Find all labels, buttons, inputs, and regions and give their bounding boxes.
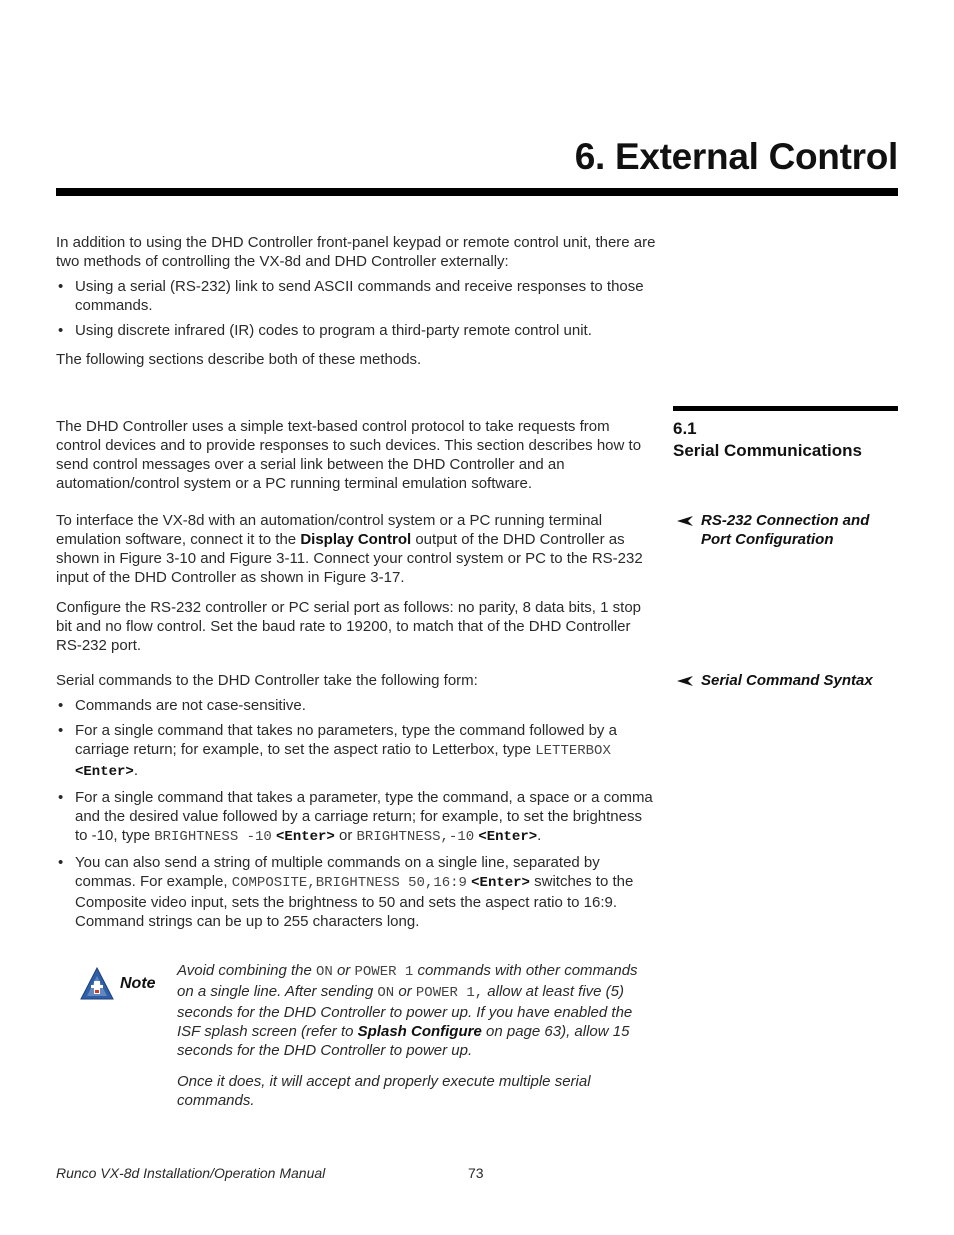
note-icon [80,967,114,1001]
footer-page-number: 73 [468,1165,484,1181]
section-heading [673,418,862,462]
footer-manual-title: Runco VX-8d Installation/Operation Manual [56,1165,326,1181]
note-text-span: Avoid combining the [177,962,316,979]
section-number: 6.1 [673,419,697,438]
note-text-span: on page 63), allow 15 seconds for the DHD Controller to power up. [177,1023,630,1059]
rs232-paragraph-connect [56,511,656,587]
command-code: POWER 1 [354,964,414,980]
note-label: Note [120,975,156,992]
splash-configure-link-text: Splash Configure [357,1023,482,1040]
bullet-text: switches to the Composite video input, sets the brightness to 50 and sets the aspect ratio to 16:9. Command strings can be up to 255 characters long. [75,873,634,930]
intro-bullet-ir: • Using discrete infrared (IR) codes to program a third-party remote control unit. [56,321,656,340]
intro-block [56,233,656,369]
syntax-heading [677,671,873,690]
enter-key-code: <Enter> [478,829,538,845]
rs232-body [56,511,656,655]
command-code: POWER 1, [415,985,484,1001]
syntax-bullet-list [56,696,656,931]
note-text-span: allow at least five (5) seconds for the DHD Controller to power up. If you have enabled the ISF splash screen (refer to [177,983,633,1040]
rs232-heading-line2: Port Configuration [701,531,834,548]
syntax-bullet-no-params: • For a single command that takes no parameters, type the command followed by a carriage return; for example, to set the aspect ratio to Letterbox, type LETTERBOX <Enter>. [56,721,656,782]
section-body [56,417,656,493]
command-code: COMPOSITE,BRIGHTNESS 50,16:9 [231,875,467,891]
arrow-left-icon [677,516,693,526]
bullet-text: or [334,827,357,844]
command-code: LETTERBOX [535,743,611,759]
chapter-title: 6. External Control [574,136,898,177]
syntax-bullet-multiple [56,853,656,931]
note-paragraph-2: Once it does, it will accept and properly execute multiple serial commands. [177,1073,591,1109]
section-title: Serial Communications [673,441,862,460]
note-text-span: or [332,962,355,979]
syntax-intro: Serial commands to the DHD Controller take the following form: [56,672,478,689]
command-code: BRIGHTNESS,-10 [356,829,475,845]
rs232-text: output of the DHD Controller as shown in Figure 3-10 and Figure 3-11. Connect your control system or PC to the RS-232 input of the DHD Controller as shown in Figure 3-17. [56,531,643,586]
chapter-title-rule [56,188,898,196]
enter-key-code: <Enter> [75,764,134,780]
command-code: ON [315,964,333,980]
note-text-span: or [394,983,416,1000]
syntax-body [56,671,656,931]
enter-key-code: <Enter> [276,829,335,845]
note-text [177,961,657,1110]
syntax-bullet-case: • Commands are not case-sensitive. [56,696,656,715]
enter-key-code: <Enter> [471,875,530,891]
rs232-paragraph-config: Configure the RS-232 controller or PC serial port as follows: no parity, 8 data bits, 1 stop bit and no flow control. Set the baud rate to 19200, to match that of the DHD Controller RS-232 port. [56,599,642,654]
section-rule [673,406,898,411]
intro-bullet-list [56,277,656,340]
command-code: ON [377,985,395,1001]
intro-bullet-serial: • Using a serial (RS-232) link to send ASCII commands and receive responses to those commands. [56,277,656,315]
rs232-heading-line1: RS-232 Connection and [701,512,870,529]
display-control-term: Display Control [300,531,412,548]
arrow-left-icon [677,676,693,686]
section-paragraph: The DHD Controller uses a simple text-based control protocol to take requests from control devices and to provide responses to such devices. This section describes how to send control messages over a serial link between the DHD Controller and an automation/control system or a PC running terminal emulation software. [56,418,642,492]
bullet-text: For a single command that takes a parameter, type the command, a space or a comma and the desired value followed by a carriage return; for example, to set the brightness to -10, type [75,789,653,844]
bullet-text: You can also send a string of multiple commands on a single line, separated by commas. For example, [75,854,600,890]
bullet-text: For a single command that takes no parameters, type the command followed by a carriage return; for example, to set the aspect ratio to Letterbox, type [75,722,617,758]
rs232-heading [677,511,869,549]
syntax-bullet-param: • For a single command that takes a parameter, type the command, a space or a comma and the desired value followed by a carriage return; for example, to set the brightness to -10, type BRIGHTNESS -10 <Enter> or BRIGHTNESS,-10 <Enter>. [56,788,656,847]
syntax-heading-text: Serial Command Syntax [701,672,873,689]
intro-paragraph: In addition to using the DHD Controller front-panel keypad or remote control unit, there are two methods of controlling the VX-8d and DHD Controller externally: [56,234,656,270]
note-paragraph [177,961,657,1060]
intro-closing-paragraph: The following sections describe both of these methods. [56,351,422,368]
note-text-span: commands with other commands on a single line. After sending [177,962,638,1000]
rs232-text: To interface the VX-8d with an automation/control system or a PC running terminal emulation software, connect it to the [56,512,603,548]
command-code: BRIGHTNESS -10 [154,829,272,845]
